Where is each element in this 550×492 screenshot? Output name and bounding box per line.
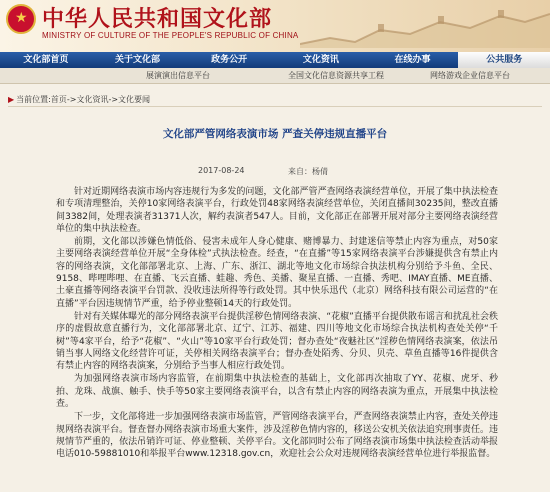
great-wall-icon — [300, 4, 550, 48]
article-date: 2017-08-24 — [198, 166, 245, 175]
subnav-performance-platform[interactable]: 展演演出信息平台 — [146, 71, 210, 80]
breadcrumb-label: 当前位置: — [16, 95, 51, 104]
nav-item-online-services[interactable]: 在线办事 — [394, 55, 431, 65]
article-source: 来自：杨倩 — [288, 167, 328, 176]
national-emblem-icon: ★ — [6, 4, 36, 34]
breadcrumb — [8, 94, 150, 105]
nav-item-about[interactable]: 关于文化部 — [115, 55, 161, 65]
nav-item-culture-news[interactable]: 文化资讯 — [302, 55, 339, 65]
article-paragraph: 下一步，文化部将进一步加强网络表演市场监管，严管网络表演平台，严查网络表演禁止内容，查处关停违规网络表演平台。督查督办网络表演市场重大案件，涉及淫秽色情内容的，移送公安机关依法追究刑事责任。违规情节严重的，依法吊销许可证、停业整顿、关停平台。文化部同时公布了网络表演市场集中执法检查活动举报电话010-59881010和举报平台www.12318.gov.cn，欢迎社会公众对违规网络表演经营单位进行举报监督。 — [56, 412, 498, 460]
subnav-resource-sharing[interactable]: 全国文化信息资源共享工程 — [288, 71, 384, 80]
article-paragraph: 针对有关媒体曝光的部分网络表演平台提供淫秽色情网络表演、“花椒”直播平台提供散布谣言和扰乱社会秩序的虚假故意直播行为，文化部部署北京、辽宁、江苏、福建、四川等地文化市场综合执法机构查处关停“千树”等4家平台，给予“花椒”、“火山”等10家平台行政处罚；督办查处“夜魅社区”淫秽色情网络表演案，依法吊销当事人网络文化经营许可证，关停相关网络表演平台；督办查处陌秀、分贝、贝壳、草鱼直播等16件提供含有禁止内容的网络表演案，分别给予当事人相应行政处罚。 — [56, 311, 498, 372]
article-paragraph: 针对近期网络表演市场内容违规行为多发的问题，文化部严管严查网络表演经营单位，开展了集中执法检查和专项清理整治，关停10家网络表演平台，行政处罚48家网络表演经营单位，关闭直播间30235间，整改直播间3382间，处理表演者31371人次，解约表演者547人。目前，文化部正在部署开展对部分主要网络表演经营单位的集中执法检查。 — [56, 187, 498, 234]
article-paragraph: 为加强网络表演市场内容监管，在前期集中执法检查的基础上，文化部再次抽取了YY、花椒、虎牙、秒拍、龙珠、战旗、触手、快手等50家主要网络表演平台，以含有禁止内容的网络表演为重点，开展集中执法检查。 — [56, 374, 498, 410]
nav-item-public-services[interactable]: 公共服务 — [458, 52, 550, 68]
site-header — [0, 0, 550, 52]
site-subtitle: MINISTRY OF CULTURE OF THE PEOPLE'S REPUBLIC OF CHINA — [42, 31, 299, 40]
breadcrumb-path[interactable]: 首页->文化资讯->文化要闻 — [50, 95, 151, 104]
main-nav — [0, 52, 550, 68]
breadcrumb-arrow-icon: ▶ — [8, 95, 15, 104]
article-paragraph: 前期，文化部以涉嫌色情低俗、侵害未成年人身心健康、赌博暴力、封建迷信等禁止内容为重点，对50家主要网络表演经营单位开展“全身体检”式执法检查。经查，“在直播”等15家网络表演平台涉嫌提供含有禁止内容的网络表演，文化部部署北京、上海、广东、浙江、湖北等地文化市场综合执法机构分别给予斗鱼、全民、9158、哔哩哔哩、在直播、飞云直播、蛙趣、秀色、美播、聚星直播、一直播、秀吧、IMAY直播、ME直播、土豪直播等网络表演平台罚款、没收违法所得等行政处罚。其中快乐迅代（北京）网络科技有限公司运营的“在直播”平台因违规情节严重，给予停业整顿14天的行政处罚。 — [56, 237, 498, 309]
article-title: 文化部严管网络表演市场 严查关停违规直播平台 — [162, 128, 388, 140]
site-title[interactable]: 中华人民共和国文化部 — [42, 6, 273, 32]
sub-nav — [0, 68, 550, 84]
article-body — [56, 186, 498, 462]
nav-item-home[interactable]: 文化部首页 — [23, 55, 69, 65]
nav-item-government-affairs[interactable]: 政务公开 — [211, 55, 248, 65]
divider — [8, 106, 542, 107]
subnav-online-game-platform[interactable]: 网络游戏企业信息平台 — [430, 71, 510, 80]
